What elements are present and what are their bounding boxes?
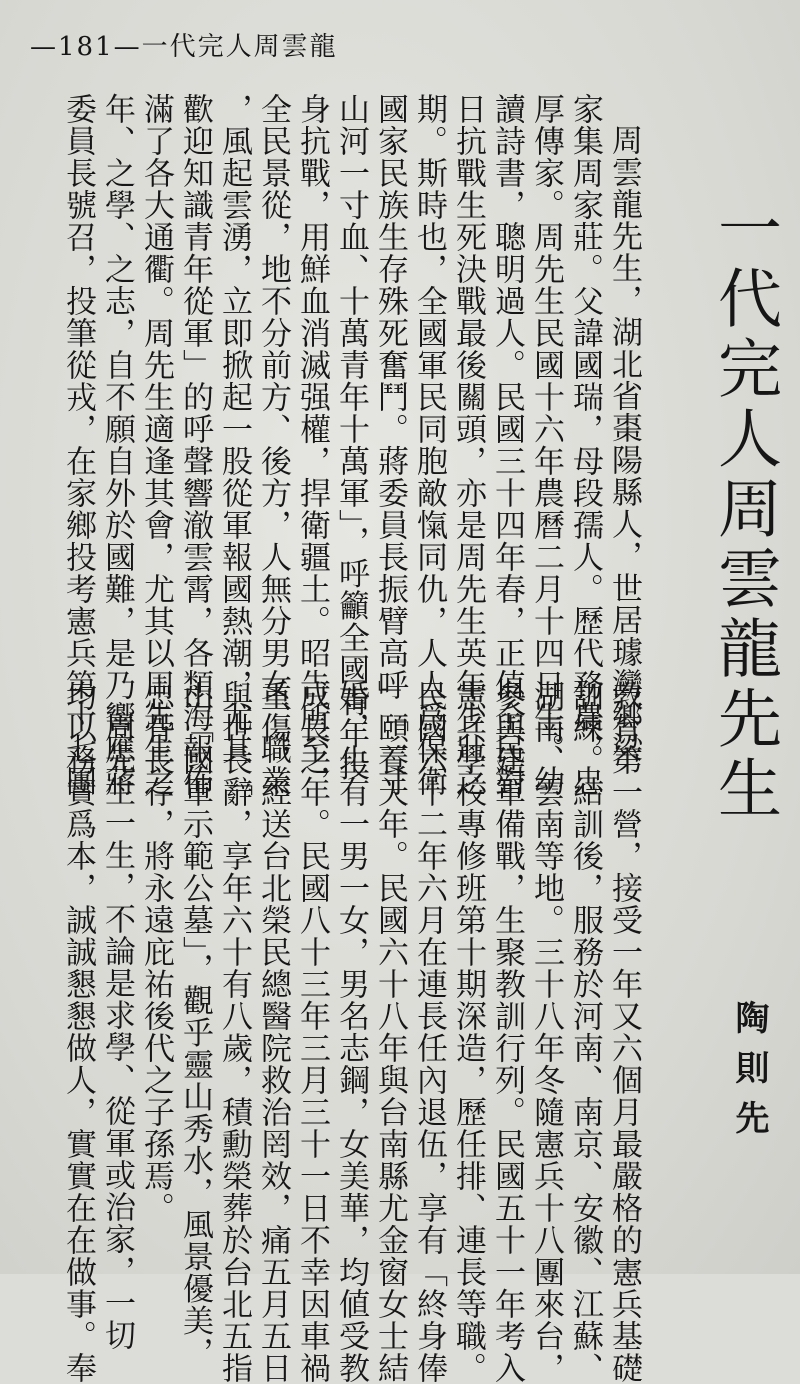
page-header: —181—一代完人周雲龍 (30, 32, 338, 62)
text-column: 參與建軍備戰，生聚教訓行列。民國五十一年考入 (489, 680, 525, 1384)
text-column: 歡迎知識青年從軍」的呼聲響澈雲霄，各類海報佈 (177, 93, 213, 797)
text-column: 與世長辭，享年六十有八歲，積勳榮葬於台北五指 (216, 680, 252, 1384)
author-name: 陶則先 (729, 1000, 769, 1150)
text-column: 」頤養天年。民國六十八年與台南縣尤金窗女士結 (372, 680, 408, 1384)
article-title: 一代完人周雲龍先生 (707, 195, 781, 825)
text-column: 日抗戰生死決戰最後關頭，亦是周先生英年少壯之 (450, 93, 486, 797)
text-column: 成長之年。民國八十三年三月三十一日不幸因車禍 (294, 680, 330, 1384)
text-column: 滿了各大通衢。周先生適逢其會，尤其以周先生之 (138, 93, 174, 797)
text-column: 讀詩書，聰明過人。民國三十四年春，正值全民對 (489, 93, 525, 797)
text-column: 家集周家莊。父諱國瑞，母段孺人。歷代務農，忠 (567, 93, 603, 797)
text-column: 年、之學、之志，自不願自外於國難，是乃響應蔣 (99, 93, 135, 797)
text-column: 身抗戰，用鮮血消滅强權，捍衛疆土。昭告所至， (294, 93, 330, 797)
text-column: 國家民族生存殊死奮鬥。蔣委員長振臂高呼「一寸 (372, 93, 408, 797)
text-column: ，風起雲湧，立即掀起一股從軍報國熱潮，尤其「 (216, 93, 252, 797)
text-column: 厚傳家。周先生民國十六年農曆二月十四日生。幼 (528, 93, 564, 797)
text-column: 教育第一營，接受一年又六個月最嚴格的憲兵基礎 (606, 680, 642, 1384)
text-column: 周雲龍先生，湖北省棗陽縣人，世居璩灣鄉梁 (606, 124, 642, 764)
text-column: 委員長號召，投筆從戎，在家鄉投考憲兵第十七團 (60, 93, 96, 797)
text-column: 山「國軍示範公墓」，觀乎靈山秀水，風景優美， (177, 680, 213, 1369)
text-column: 憲兵學校專修班第十期深造，歷任排、連長等職。 (450, 680, 486, 1384)
text-column: 民國六十二年六月在連長任內退伍，享有「終身俸 (411, 680, 447, 1384)
text-column: 重傷，經送台北榮民總醫院救治罔效，痛五月五日 (255, 680, 291, 1384)
text-column: 忠骨長存，將永遠庇祐後代之子孫焉。 (138, 680, 174, 1224)
text-column: 婚，生有一男一女，男名志鋼，女美華，均値受教 (333, 680, 369, 1384)
text-column: 湖南、雲南等地。三十八年冬隨憲兵十八團來台， (528, 680, 564, 1384)
text-column: 周先生一生，不論是求學、從軍或治家，一切 (99, 711, 135, 1351)
text-column: 均以務實爲本，誠誠懇懇做人，實實在在做事。奉 (60, 680, 96, 1384)
text-column: 期。斯時也，全國軍民同胞敵愾同仇，人人爲保衛 (411, 93, 447, 797)
text-column: 全民景從，地不分前方、後方，人無分男女、職業 (255, 93, 291, 797)
text-column: 訓練。結訓後，服務於河南、南京、安徽、江蘇、 (567, 680, 603, 1384)
text-column: 山河一寸血、十萬青年十萬軍」，呼籲全國青年投 (333, 93, 369, 782)
